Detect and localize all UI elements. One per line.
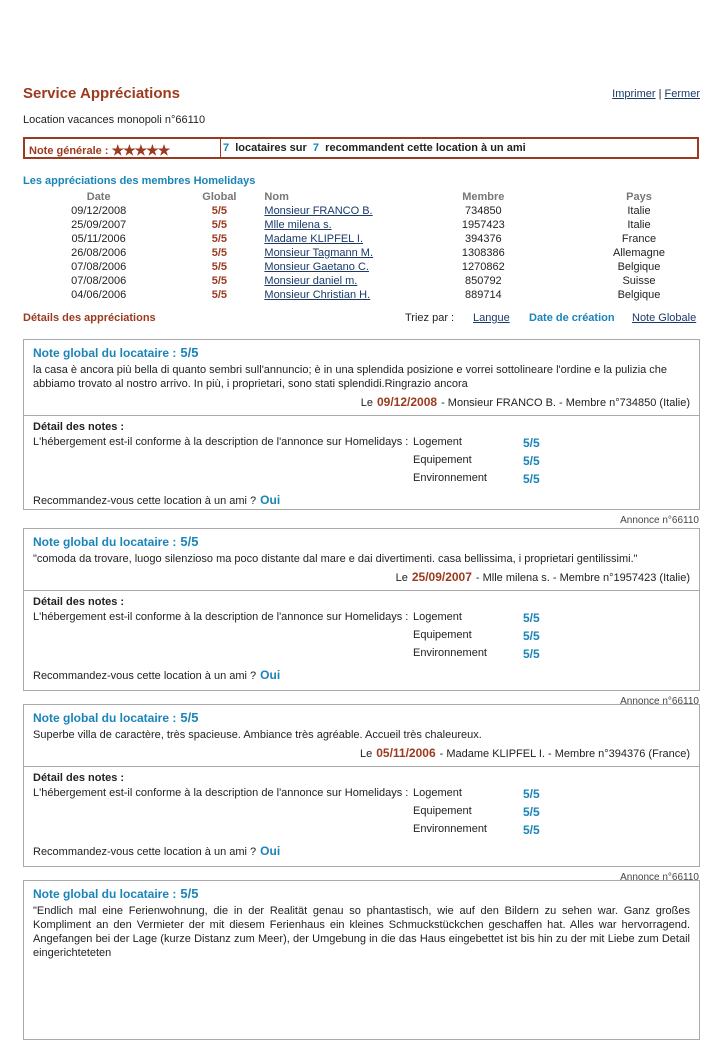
member-global: 5/5	[211, 219, 228, 231]
score-logement: 5/5	[523, 787, 540, 801]
member-id: 394376	[464, 233, 502, 245]
review-header	[24, 340, 699, 409]
rating-row-environnement	[33, 823, 690, 841]
recommend-answer: Oui	[260, 844, 281, 858]
member-name-link[interactable]: Mlle milena s.	[264, 219, 332, 231]
member-name-link[interactable]: Monsieur Gaetano C.	[264, 261, 369, 273]
recommend-question: Recommandez-vous cette location à un ami ?	[33, 670, 257, 682]
member-name-cell	[264, 288, 412, 302]
member-name-cell	[264, 232, 412, 246]
criterion-environnement: Environnement	[413, 647, 487, 659]
member-id: 850792	[464, 275, 502, 287]
conformity-question: L'hébergement est-il conforme à la description de l'annonce sur Homelidays :	[33, 611, 409, 623]
criterion-equipement: Equipement	[413, 805, 472, 817]
recommend-question: Recommandez-vous cette location à un ami ?	[33, 846, 257, 858]
five-stars-icon: ★★★★★	[111, 142, 170, 158]
table-row	[23, 204, 724, 218]
recommend-row	[33, 668, 690, 682]
member-country: France	[621, 233, 657, 245]
top-links	[612, 88, 700, 100]
review-meta	[33, 570, 690, 584]
rating-row-equipement	[33, 629, 690, 647]
annonce-label: Annonce n°66110	[620, 696, 699, 707]
review-score: 5/5	[180, 534, 199, 549]
member-global: 5/5	[211, 247, 228, 259]
listing-subtitle: Location vacances monopoli n°66110	[23, 114, 206, 126]
member-date: 26/08/2006	[71, 247, 127, 259]
review-author: - Madame KLIPFEL I. - Membre n°394376 (France)	[439, 748, 690, 760]
member-date: 05/11/2006	[71, 233, 126, 245]
recommend-answer: Oui	[260, 493, 281, 507]
member-id: 1957423	[461, 219, 505, 231]
review-text: "Endlich mal eine Ferienwohnung, die in der Realität genau so phantastisch, wie auf den Bildern zu sehen war. Ganz großes Kompliment an den Vermieter der mit diesem Ferienhaus ein kleines Schmuckstückchen geschaffen hat. Alles war hervorragend. Angefangen bei der Lage (kurze Distanz zum Meer), der Umgebung in die das Haus eingebettet ist bis hin zu der mit Liebe zum Detail eingerichteteten	[33, 905, 690, 959]
review-notes	[24, 767, 699, 858]
col-pays: Pays	[626, 191, 652, 203]
review-header	[24, 881, 699, 964]
review-card	[23, 528, 700, 691]
close-link[interactable]: Fermer	[664, 88, 700, 100]
criterion-logement: Logement	[413, 436, 462, 448]
col-nom: Nom	[264, 191, 289, 203]
member-name-cell	[264, 246, 412, 260]
review-text: la casa è ancora più bella di quanto sembri sull'annuncio; è in una splendida posizione e vorrei sottolineare l'ordine e la pulizia che abbiamo trovato al nostro arrivo. In più, i proprietari, sono stati splendidi.Ringrazio ancora	[33, 364, 668, 390]
table-row	[23, 288, 724, 302]
review-author: - Monsieur FRANCO B. - Membre n°734850 (Italie)	[441, 397, 690, 409]
print-link[interactable]: Imprimer	[612, 88, 656, 100]
overall-rating-label: Note générale :	[29, 145, 109, 157]
recommend-text-a: locataires sur	[235, 142, 307, 154]
review-meta	[33, 746, 690, 760]
members-section-title: Les appréciations des membres Homelidays	[23, 175, 256, 187]
score-logement: 5/5	[523, 436, 540, 450]
criterion-equipement: Equipement	[413, 454, 472, 466]
table-row	[23, 232, 724, 246]
member-global: 5/5	[211, 261, 228, 273]
review-header	[24, 705, 699, 760]
table-row	[23, 218, 724, 232]
rating-row-equipement	[33, 454, 690, 472]
members-table-header	[23, 190, 724, 204]
review-author: - Mlle milena s. - Membre n°1957423 (Italie)	[475, 572, 690, 584]
member-country: Italie	[627, 205, 651, 217]
sort-langue-link[interactable]: Langue	[473, 312, 510, 324]
score-environnement: 5/5	[523, 472, 540, 486]
review-score-line	[33, 534, 690, 549]
review-date: 05/11/2006	[376, 746, 436, 760]
review-score-label: Note global du locataire :	[33, 711, 177, 725]
recommend-summary	[223, 142, 526, 154]
review-score-label: Note global du locataire :	[33, 887, 177, 901]
member-country: Belgique	[617, 261, 661, 273]
members-table	[23, 190, 724, 302]
criterion-environnement: Environnement	[413, 823, 487, 835]
member-date: 09/12/2008	[71, 205, 127, 217]
member-name-link[interactable]: Monsieur Christian H.	[264, 289, 371, 301]
member-global: 5/5	[211, 275, 228, 287]
review-score-line	[33, 886, 690, 901]
member-id: 889714	[464, 289, 502, 301]
score-equipement: 5/5	[523, 629, 540, 643]
review-score: 5/5	[180, 345, 199, 360]
score-logement: 5/5	[523, 611, 540, 625]
member-date: 04/06/2006	[71, 289, 127, 301]
score-equipement: 5/5	[523, 454, 540, 468]
conformity-question: L'hébergement est-il conforme à la description de l'annonce sur Homelidays :	[33, 436, 409, 448]
criterion-logement: Logement	[413, 787, 462, 799]
col-date: Date	[86, 191, 111, 203]
review-text: "comoda da trovare, luogo silenzioso ma poco distante dal mare e dai divertimenti. casa bellissima, i proprietari gentilissimi."	[33, 553, 638, 565]
review-score: 5/5	[180, 886, 199, 901]
review-notes	[24, 416, 699, 507]
member-name-link[interactable]: Monsieur daniel m.	[264, 275, 358, 287]
member-global: 5/5	[211, 289, 228, 301]
rating-row-equipement	[33, 805, 690, 823]
detail-notes-title: Détail des notes :	[33, 421, 125, 433]
overall-rating	[25, 139, 221, 157]
member-id: 1270862	[461, 261, 505, 273]
review-score-line	[33, 710, 690, 725]
recommend-answer: Oui	[260, 668, 281, 682]
recommend-count: 7	[223, 142, 230, 154]
details-title: Détails des appréciations	[23, 312, 156, 324]
review-card	[23, 704, 700, 867]
member-country: Belgique	[617, 289, 661, 301]
table-row	[23, 260, 724, 274]
col-membre: Membre	[462, 191, 505, 203]
review-meta	[33, 395, 690, 409]
recommend-row	[33, 844, 690, 858]
review-score-label: Note global du locataire :	[33, 346, 177, 360]
review-score-line	[33, 345, 690, 360]
member-name-cell	[264, 204, 412, 218]
col-global: Global	[202, 191, 237, 203]
member-country: Allemagne	[613, 247, 665, 259]
member-name-link[interactable]: Monsieur Tagmann M.	[264, 247, 374, 259]
review-score-label: Note global du locataire :	[33, 535, 177, 549]
criterion-logement: Logement	[413, 611, 462, 623]
member-name-link[interactable]: Monsieur FRANCO B.	[264, 205, 373, 217]
sort-note-link[interactable]: Note Globale	[632, 312, 697, 324]
member-global: 5/5	[211, 233, 228, 245]
member-global: 5/5	[211, 205, 228, 217]
score-environnement: 5/5	[523, 823, 540, 837]
recommend-question: Recommandez-vous cette location à un ami ?	[33, 495, 257, 507]
member-country: Suisse	[622, 275, 656, 287]
sort-date-link[interactable]: Date de création	[529, 312, 615, 324]
conformity-question: L'hébergement est-il conforme à la description de l'annonce sur Homelidays :	[33, 787, 409, 799]
review-card	[23, 339, 700, 510]
rating-row-logement	[33, 436, 690, 454]
rating-row-environnement	[33, 472, 690, 490]
table-row	[23, 246, 724, 260]
member-date: 07/08/2006	[71, 275, 127, 287]
criterion-equipement: Equipement	[413, 629, 472, 641]
detail-notes-title: Détail des notes :	[33, 596, 125, 608]
criterion-environnement: Environnement	[413, 472, 487, 484]
review-date: 25/09/2007	[411, 570, 472, 584]
review-date: 09/12/2008	[377, 395, 438, 409]
member-id: 1308386	[461, 247, 505, 259]
annonce-label: Annonce n°66110	[620, 872, 699, 883]
tenant-count: 7	[312, 142, 320, 154]
member-date: 25/09/2007	[71, 219, 127, 231]
review-date-prefix: Le	[360, 397, 373, 409]
annonce-label: Annonce n°66110	[620, 515, 699, 526]
score-environnement: 5/5	[523, 647, 540, 661]
member-id: 734850	[464, 205, 502, 217]
member-name-cell	[264, 260, 412, 274]
sort-label: Triez par :	[405, 312, 455, 324]
review-score: 5/5	[180, 710, 199, 725]
page-title: Service Appréciations	[23, 85, 181, 102]
review-date-prefix: Le	[395, 572, 408, 584]
rating-row-environnement	[33, 647, 690, 665]
review-notes	[24, 591, 699, 682]
table-row	[23, 274, 724, 288]
member-date: 07/08/2006	[71, 261, 127, 273]
recommend-row	[33, 493, 690, 507]
review-date-prefix: Le	[359, 748, 373, 760]
rating-row-logement	[33, 611, 690, 629]
link-separator: |	[658, 88, 662, 100]
summary-box	[23, 137, 699, 159]
score-equipement: 5/5	[523, 805, 540, 819]
rating-row-logement	[33, 787, 690, 805]
member-name-link[interactable]: Madame KLIPFEL I.	[264, 233, 364, 245]
member-name-cell	[264, 274, 412, 288]
detail-notes-title: Détail des notes :	[33, 772, 125, 784]
review-text: Superbe villa de caractère, très spacieuse. Ambiance très agréable. Accueil très chaleureux.	[33, 729, 482, 741]
review-header	[24, 529, 699, 584]
recommend-text-b: recommandent cette location à un ami	[325, 142, 526, 154]
review-card	[23, 880, 700, 1040]
member-country: Italie	[627, 219, 651, 231]
member-name-cell	[264, 218, 412, 232]
